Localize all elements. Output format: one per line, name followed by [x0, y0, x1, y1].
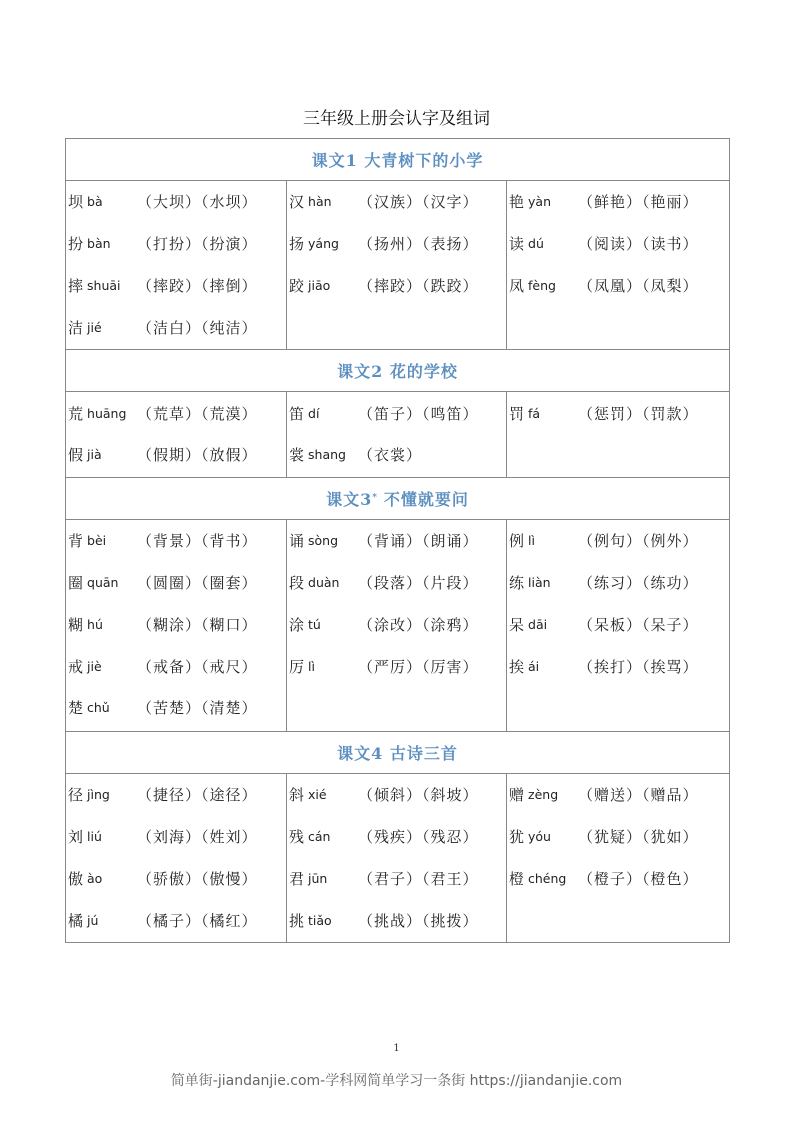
vocab-pinyin: tú [308, 616, 321, 632]
vocab-pinyin: jìng [87, 787, 110, 803]
vocab-pinyin: jūn [308, 870, 328, 886]
vocab-entry [287, 899, 506, 941]
vocab-words: （骄傲）（傲慢） [137, 869, 258, 888]
section-heading [66, 732, 730, 774]
section-heading-text: 课文4 古诗三首 [337, 743, 458, 763]
vocab-character: 罚 [509, 404, 525, 423]
vocab-character: 楚 [68, 699, 84, 718]
vocab-character: 挨 [509, 657, 525, 676]
vocab-character: 厉 [289, 657, 305, 676]
vocab-pinyin: sòng [308, 533, 339, 549]
vocab-words: （残疾）（残忍） [358, 827, 479, 846]
vocab-entry [287, 603, 506, 645]
vocab-words: （犹疑）（犹如） [578, 827, 699, 846]
vocab-entry [287, 181, 506, 223]
vocab-pinyin: jú [87, 912, 99, 928]
section-column [507, 774, 730, 942]
vocab-character: 残 [289, 827, 305, 846]
section-body [66, 392, 730, 478]
vocab-words: （刘海）（姓刘） [137, 827, 258, 846]
vocab-character: 凤 [509, 276, 525, 295]
vocab-character: 橙 [509, 869, 525, 888]
vocab-pinyin: zèng [528, 787, 559, 803]
vocab-character: 圈 [68, 573, 84, 592]
vocab-words: （鲜艳）（艳丽） [578, 193, 699, 212]
vocab-entry [66, 306, 286, 348]
vocab-words: （摔跤）（跌跤） [358, 276, 479, 295]
section-column [66, 774, 287, 942]
vocab-pinyin: fá [528, 405, 541, 421]
vocab-entry [507, 857, 729, 899]
vocab-pinyin: fèng [528, 277, 556, 293]
vocab-pinyin: jià [87, 447, 102, 463]
vocab-pinyin: lì [528, 533, 535, 549]
section-body [66, 520, 730, 732]
vocab-words: （扬州）（表扬） [358, 235, 479, 254]
vocab-entry [507, 562, 729, 604]
vocab-pinyin: liàn [528, 574, 551, 590]
vocab-pinyin: shuāi [87, 277, 121, 293]
vocab-character: 练 [509, 573, 525, 592]
section-column [507, 520, 730, 731]
vocab-words: （涂改）（涂鸦） [358, 615, 479, 634]
vocab-entry [66, 520, 286, 562]
vocab-words: （摔跤）（摔倒） [137, 276, 258, 295]
page-number: 1 [393, 1043, 400, 1054]
vocab-entry [66, 434, 286, 476]
vocab-entry [287, 223, 506, 265]
vocab-character: 呆 [509, 615, 525, 634]
footer-text: 简单街-jiandanjie.com-学科网简单学习一条街 https://jiandanjie.com [170, 1073, 623, 1089]
vocab-pinyin: lì [308, 658, 315, 674]
vocabulary-table [65, 138, 730, 943]
vocab-entry [66, 645, 286, 687]
vocab-words: （段落）（片段） [358, 573, 479, 592]
section-body [66, 181, 730, 350]
vocab-words: （橘子）（橘红） [137, 911, 258, 930]
vocab-words: （橙子）（橙色） [578, 869, 699, 888]
vocab-character: 径 [68, 786, 84, 805]
section-column [287, 181, 507, 349]
vocab-pinyin: tiǎo [308, 912, 332, 928]
section-heading [66, 350, 730, 392]
vocab-character: 扬 [289, 235, 305, 254]
vocab-entry [507, 181, 729, 223]
vocab-entry [66, 181, 286, 223]
vocab-entry [287, 816, 506, 858]
section-column [287, 392, 507, 477]
vocab-entry [287, 265, 506, 307]
vocab-words: （惩罚）（罚款） [578, 404, 699, 423]
vocab-entry [287, 857, 506, 899]
vocab-entry [507, 645, 729, 687]
section-heading-subtitle: 不懂就要问 [383, 489, 469, 509]
vocab-character: 荒 [68, 404, 84, 423]
vocab-pinyin: bà [87, 194, 103, 210]
section-column [66, 520, 287, 731]
vocab-entry [507, 774, 729, 816]
vocab-character: 笛 [289, 404, 305, 423]
vocab-pinyin: hàn [308, 194, 332, 210]
vocab-words: （捷径）（途径） [137, 786, 258, 805]
vocab-pinyin: jié [87, 319, 102, 335]
vocab-entry [66, 857, 286, 899]
vocab-character: 橘 [68, 911, 84, 930]
vocab-words: （背诵）（朗诵） [358, 532, 479, 551]
vocab-entry [507, 816, 729, 858]
vocab-words: （圆圈）（圈套） [137, 573, 258, 592]
vocab-words: （严厉）（厉害） [358, 657, 479, 676]
vocab-words: （挑战）（挑拨） [358, 911, 479, 930]
section-heading-text: 课文1 大青树下的小学 [311, 151, 484, 170]
section-heading [66, 139, 730, 181]
vocab-entry [287, 520, 506, 562]
section-heading-text: 课文2 花的学校 [337, 362, 458, 382]
vocab-character: 犹 [509, 827, 525, 846]
vocab-entry [507, 392, 729, 434]
vocab-character: 戒 [68, 657, 84, 676]
vocab-pinyin: dí [308, 405, 320, 421]
vocab-character: 刘 [68, 827, 84, 846]
vocab-character: 糊 [68, 615, 84, 634]
vocab-character: 扮 [68, 235, 84, 254]
vocab-pinyin: bàn [87, 236, 111, 252]
vocab-words: （呆板）（呆子） [578, 615, 699, 634]
vocab-entry [66, 774, 286, 816]
vocab-words: （赠送）（赠品） [578, 786, 699, 805]
vocab-words: （打扮）（扮演） [137, 235, 258, 254]
vocab-character: 洁 [68, 318, 84, 337]
vocab-words: （荒草）（荒漠） [137, 404, 258, 423]
vocab-words: （糊涂）（糊口） [137, 615, 258, 634]
vocab-character: 坝 [68, 193, 84, 212]
vocab-pinyin: dāi [528, 616, 548, 632]
vocab-character: 赠 [509, 786, 525, 805]
vocab-words: （君子）（君王） [358, 869, 479, 888]
vocab-pinyin: liú [87, 828, 102, 844]
vocab-pinyin: chéng [528, 870, 567, 886]
vocab-pinyin: yáng [308, 236, 339, 252]
section-heading-text: 课文3 [326, 489, 373, 509]
vocab-entry [66, 603, 286, 645]
vocab-words: （假期）（放假） [137, 446, 258, 465]
document-title: 三年级上册会认字及组词 [303, 109, 490, 129]
section-heading-mark: * [372, 493, 378, 504]
vocab-character: 读 [509, 235, 525, 254]
vocab-pinyin: quān [87, 574, 119, 590]
vocab-pinyin: huāng [87, 405, 127, 421]
vocab-words: （大坝）（水坝） [137, 193, 258, 212]
vocab-pinyin: bèi [87, 533, 107, 549]
section-column [66, 392, 287, 477]
vocab-words: （衣裳） [358, 446, 423, 465]
vocab-pinyin: duàn [308, 574, 340, 590]
vocab-character: 艳 [509, 193, 525, 212]
vocab-words: （苦楚）（清楚） [137, 699, 258, 718]
section-column [66, 181, 287, 349]
vocab-character: 斜 [289, 786, 305, 805]
vocab-character: 涂 [289, 615, 305, 634]
vocab-pinyin: yóu [528, 828, 551, 844]
vocab-pinyin: yàn [528, 194, 551, 210]
vocab-words: （倾斜）（斜坡） [358, 786, 479, 805]
vocab-pinyin: jiāo [308, 277, 331, 293]
vocab-words: （凤凰）（凤梨） [578, 276, 699, 295]
vocab-pinyin: dú [528, 236, 544, 252]
vocab-pinyin: xié [308, 787, 327, 803]
vocab-entry [66, 687, 286, 729]
vocab-pinyin: shang [308, 447, 346, 463]
vocab-character: 裳 [289, 446, 305, 465]
vocab-character: 挑 [289, 911, 305, 930]
vocab-pinyin: ái [528, 658, 540, 674]
vocab-character: 假 [68, 446, 84, 465]
vocab-entry [66, 899, 286, 941]
vocab-entry [287, 562, 506, 604]
section-heading [66, 478, 730, 520]
vocab-character: 例 [509, 532, 525, 551]
section-body [66, 774, 730, 943]
vocab-entry [507, 265, 729, 307]
vocab-character: 汉 [289, 193, 305, 212]
vocab-words: （洁白）（纯洁） [137, 318, 258, 337]
vocab-entry [66, 392, 286, 434]
vocab-entry [507, 223, 729, 265]
vocab-entry [287, 774, 506, 816]
section-column [287, 774, 507, 942]
vocab-words: （阅读）（读书） [578, 235, 699, 254]
vocab-words: （背景）（背书） [137, 532, 258, 551]
vocab-pinyin: ào [87, 870, 103, 886]
vocab-pinyin: cán [308, 828, 331, 844]
vocab-words: （例句）（例外） [578, 532, 699, 551]
vocab-entry [66, 223, 286, 265]
vocab-entry [66, 562, 286, 604]
vocab-entry [287, 645, 506, 687]
vocab-character: 君 [289, 869, 305, 888]
section-column [507, 392, 730, 477]
vocab-character: 背 [68, 532, 84, 551]
vocab-entry [507, 603, 729, 645]
vocab-entry [507, 520, 729, 562]
vocab-entry [66, 265, 286, 307]
vocab-character: 段 [289, 573, 305, 592]
vocab-words: （笛子）（鸣笛） [358, 404, 479, 423]
vocab-words: （练习）（练功） [578, 573, 699, 592]
vocab-character: 跤 [289, 276, 305, 295]
vocab-words: （戒备）（戒尺） [137, 657, 258, 676]
vocab-entry [66, 816, 286, 858]
vocab-character: 摔 [68, 276, 84, 295]
vocab-entry [287, 434, 506, 476]
vocab-entry [287, 392, 506, 434]
section-column [507, 181, 730, 349]
section-column [287, 520, 507, 731]
vocab-pinyin: hú [87, 616, 103, 632]
vocab-words: （挨打）（挨骂） [578, 657, 699, 676]
vocab-pinyin: chǔ [87, 700, 110, 716]
vocab-pinyin: jiè [87, 658, 102, 674]
vocab-character: 诵 [289, 532, 305, 551]
vocab-character: 傲 [68, 869, 84, 888]
vocab-words: （汉族）（汉字） [358, 193, 479, 212]
